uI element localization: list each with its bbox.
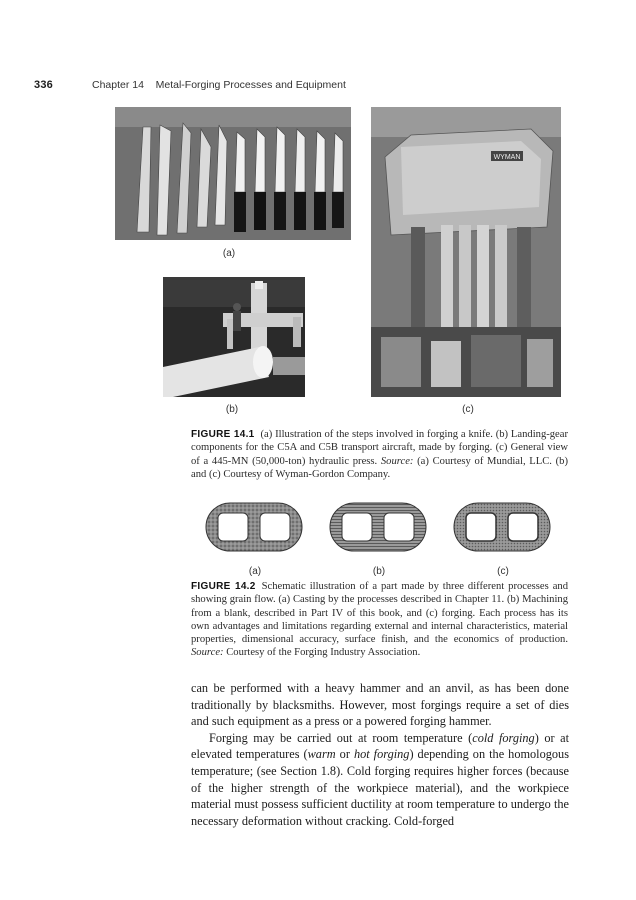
figure-14-1-label: FIGURE 14.1 <box>191 429 255 440</box>
figure-14-1-c-photo <box>371 107 561 397</box>
figure-14-2-panel-b-label: (b) <box>372 566 386 577</box>
figure-14-2-panel-c-label: (c) <box>497 566 509 577</box>
hydraulic-press-image <box>371 107 561 397</box>
running-header <box>92 79 346 91</box>
p2-part-c: or <box>335 747 354 762</box>
term-warm: warm <box>307 747 336 762</box>
figure-14-2-diagram <box>180 497 580 557</box>
chapter-label: Chapter 14 <box>92 79 144 91</box>
p2-part-a: Forging may be carried out at room temperature ( <box>209 730 473 745</box>
forged-link-shape <box>454 503 550 551</box>
figure-14-1-a-photo <box>115 107 351 240</box>
figure-14-2-panel-a-label: (a) <box>248 566 262 577</box>
figure-14-2-source-label: Source: <box>191 647 224 659</box>
knife-forging-steps-image <box>115 107 351 240</box>
figure-14-2-source-text: Courtesy of the Forging Industry Association. <box>226 647 421 659</box>
cast-link-shape <box>206 503 302 551</box>
p2-part-d: ) depending on the homologous temperature; (see Section 1.8). Cold forging requires higher forces (because of the higher strength of the workpiece material), and the workpiece material must possess sufficient ductility at room temperature to undergo the necessary deformation without cracking. Cold-forged <box>191 747 569 828</box>
page-number: 336 <box>34 79 53 91</box>
figure-14-2-caption-text: Schematic illustration of a part made by three different processes and showing grain flow. (a) Casting by the processes described in Chapter 11. (b) Machining from a blank, described in Part IV of this book, and (c) forging. Each process has its own advantages and limitations regarding external and internal characteristics, material properties, dimensional accuracy, surface finish, and the economics of production. <box>191 581 568 646</box>
figure-14-1-panel-a-label: (a) <box>222 248 236 259</box>
chapter-title: Metal-Forging Processes and Equipment <box>155 79 346 91</box>
term-cold-forging: cold forging <box>472 730 535 745</box>
figure-14-1-source-label: Source: <box>380 455 414 467</box>
figure-14-1-source-text: (a) Courtesy of Mundial, LLC. (b) and (c) Courtesy of Wyman-Gordon Company. <box>191 455 569 480</box>
body-paragraph-1: can be performed with a heavy hammer and an anvil, as has been done traditionally by blacksmiths. However, most forgings require a set of dies and such equipment as a press or a powered forging hammer. <box>191 681 569 729</box>
figure-14-1-caption-text: (a) Illustration of the steps involved in forging a knife. (b) Landing-gear components for the C5A and C5B transport aircraft, made by forging. (c) General view of a 445-MN (50,000-ton) hydraulic press. <box>191 429 568 467</box>
figure-14-1-panel-c-label: (c) <box>462 404 474 415</box>
grain-flow-schematics <box>180 497 580 557</box>
figure-14-2-label: FIGURE 14.2 <box>191 581 256 592</box>
p2-part-b: ) or at elevated temperatures ( <box>191 730 569 762</box>
body-paragraph-2 <box>191 730 569 830</box>
machined-link-shape <box>330 503 426 551</box>
landing-gear-image <box>163 277 305 397</box>
figure-14-2-caption <box>191 580 568 660</box>
press-sign-text: WYMAN <box>493 154 521 161</box>
figure-14-1-caption <box>191 428 568 481</box>
term-hot-forging: hot forging <box>353 747 410 762</box>
body-text <box>191 680 569 829</box>
figure-14-1-b-photo <box>163 277 305 397</box>
figure-14-1-panel-b-label: (b) <box>225 404 239 415</box>
